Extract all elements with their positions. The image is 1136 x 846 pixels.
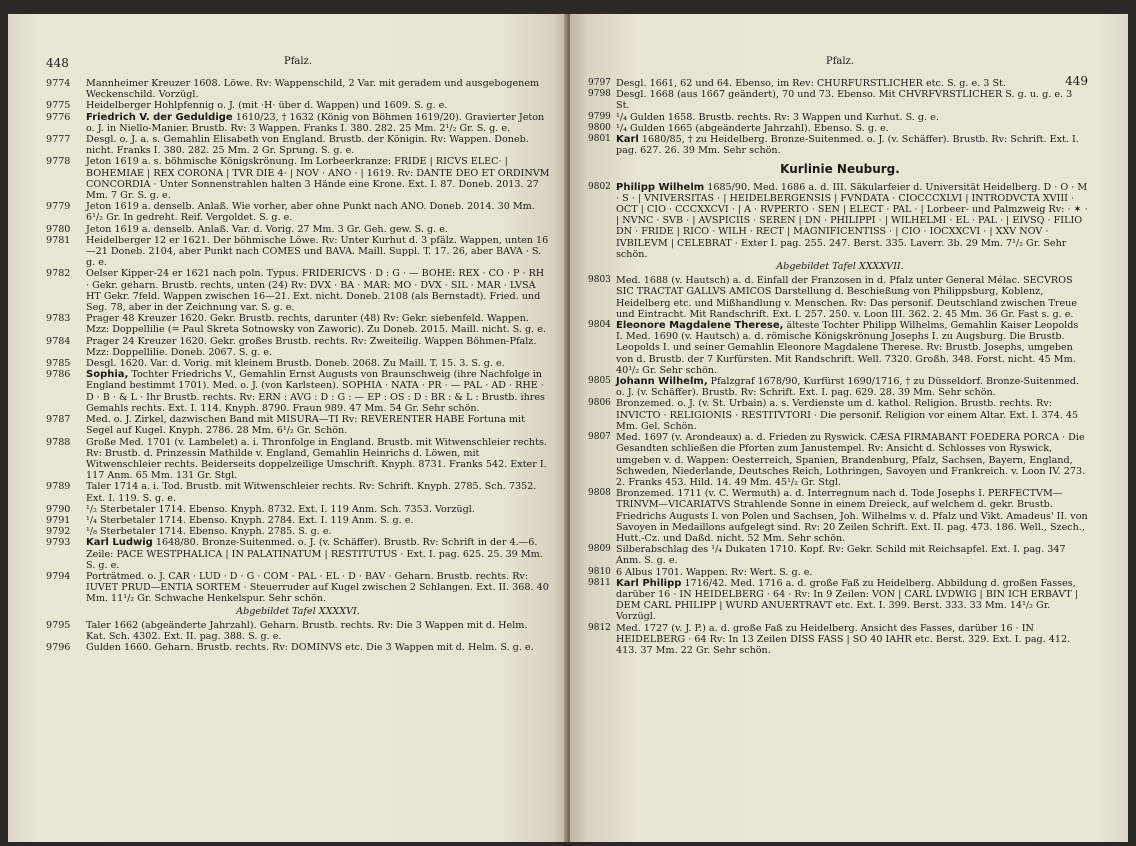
lot-description: 1610/23, † 1632 (König von Böhmen 1619/20). Gravierter Jeton o. J. in Niello-Manier. Brustb. Rv: 3 Wappen. Franks I. 380. 282. 25 Mm. 2¹/₂ Gr. S. g. e. [86, 111, 545, 134]
lot-description: 1680/85, † zu Heidelberg. Bronze-Suitenmed. o. J. (v. Schäffer). Brustb. Rv: Schrift. Ext. I. pag. 627. 26. 39 Mm. Sehr schön. [616, 134, 1079, 157]
catalog-entry [46, 313, 550, 335]
catalog-entry [46, 526, 550, 537]
ruler-name: Karl Philipp [616, 577, 682, 589]
catalog-entry [588, 275, 1088, 320]
catalog-entry [588, 134, 1088, 157]
catalog-entry [588, 376, 1088, 399]
lot-description: ¹/₈ Sterbetaler 1714. Ebenso. Knyph. 2785. S. g. e. [86, 526, 332, 538]
catalog-entry [46, 336, 550, 358]
lot-description: Desgl. 1661, 62 und 64. Ebenso, im Rev: CHURFURSTLICHER etc. S. g. e. 3 St. [616, 78, 1006, 89]
catalog-entry [46, 620, 550, 642]
catalog-entry [46, 515, 550, 526]
lot-description: Pfalzgraf 1678/90, Kurfürst 1690/1716, † zu Düsseldorf. Bronze-Suitenmed. o. J. (v. Schäffer). Brustb. Rv: Schrift. Ext. I. pag. 629. 28. 39 Mm. Sehr schön. [616, 376, 1080, 399]
lot-description: Große Med. 1701 (v. Lambelet) a. i. Thronfolge in England. Brustb. mit Witwenschleier rechts. Rv: Brustb. d. Prinzessin Mathilde v. England, Gemahlin Heinrichs d. Löwen, mit Witwenschleier rechts. Beiderseits doppelzeilige Umschrift. Knyph. 8731. Franks 542. Exter I. 117 Anm. 65 Mm. 131 Gr. Stgl. [86, 436, 547, 482]
lot-description: Mannheimer Kreuzer 1608. Löwe. Rv: Wappenschild, 2 Var. mit geradem und ausgebogenem Weckenschild. Vorzügl. [86, 78, 540, 101]
lot-description: Bronzemed. 1711 (v. C. Wermuth) a. d. Interregnum nach d. Tode Josephs I. PERFECTVM—TRINVM—VICARIATVS Strahlende Sonne in einem Dreieck, auf welchem d. gekr. Brustb. Friedrichs Augusts I. von Polen und Sachsen, Joh. Wilhelms v. d. Pfalz und Vikt. Amadeus' II. von Savoyen in Medaillons aufgelegt sind. Rv: 20 Zeilen Schrift. Ext. II. pag. 473. 186. Well., Szech., Hutt.-Cz. und Daßd. nicht. 52 Mm. Sehr schön. [616, 488, 1088, 544]
catalog-entry [46, 134, 550, 156]
lot-number: 9795 [46, 619, 71, 631]
lot-description: Tochter Friedrichs V., Gemahlin Ernst Augusts von Braunschweig (ihre Nachfolge in England bestimmt 1701). Med. o. J. (von Karlsteen). SOPHIA · NATA · PR · — PAL · AD · RHE · D · B · & L · Ihr Brustb. rechts. Rv: ERN : AVG : D : G : — EP : OS : D : BR : & L : Brustb. ihres Gemahls rechts. Ext. I. 114. Knyph. 8790. Fraun 989. 47 Mm. 54 Gr. Sehr schön. [86, 369, 545, 414]
lot-number: 9801 [588, 134, 611, 145]
right-catalog-entries [588, 78, 1088, 656]
catalog-entry [588, 111, 1088, 123]
lot-number: 9783 [46, 313, 71, 325]
catalog-entry [588, 398, 1088, 432]
ruler-name: Friedrich V. der Geduldige [86, 111, 233, 123]
lot-number: 9796 [46, 642, 71, 654]
lot-description: ¹/₄ Gulden 1658. Brustb. rechts. Rv: 3 Wappen und Kurhut. S. g. e. [616, 111, 939, 123]
lot-number: 9792 [46, 526, 71, 538]
catalog-entry [588, 78, 1088, 89]
catalog-entry [46, 100, 550, 111]
lot-number: 9800 [588, 122, 611, 133]
catalog-entry [46, 369, 550, 414]
lot-description: Jeton 1619 a. denselb. Anlaß. Wie vorher, aber ohne Punkt nach ANO. Doneb. 2014. 30 Mm. 6¹/₂ Gr. In gedreht. Reif. Vergoldet. S. g. e. [86, 201, 535, 224]
ruler-name: Karl Ludwig [86, 537, 153, 549]
catalog-entry [46, 481, 550, 503]
lot-description: älteste Tochter Philipp Wilhelms, Gemahlin Kaiser Leopolds I. Med. 1690 (v. Hautsch) a. d. römische Königskrönung Josephs I. zu Augsburg. Die Brustb. Leopolds I. und seiner Gemahlin Eleonore Magdalene Therese. Rv: Brustb. Josephs, umgeben von d. Brustb. der 7 Kurfürsten. Mit Randschrift. Well. 7320. Großh. 348. Forst. nicht. 45 Mm. 40¹/₂ Gr. Sehr schön. [616, 320, 1079, 376]
lot-number: 9779 [46, 201, 71, 213]
ruler-name: Eleonore Magdalene Therese, [616, 320, 784, 332]
lot-description: ¹/₄ Gulden 1665 (abgeänderte Jahrzahl). Ebenso. S. g. e. [616, 122, 889, 134]
lot-number: 9805 [588, 376, 611, 387]
lot-number: 9775 [46, 100, 71, 112]
catalog-entry [588, 89, 1088, 112]
lot-number: 9808 [588, 488, 611, 499]
catalog-entry [46, 268, 550, 313]
lot-number: 9809 [588, 544, 611, 555]
lot-description: Prager 24 Kreuzer 1620. Gekr. großes Brustb. rechts. Rv: Zweiteilig. Wappen Böhmen-Pfalz. Mzz: Doppellilie. Doneb. 2067. S. g. e. [86, 335, 537, 358]
lot-description: Med. o. J. Zirkel, dazwischen Band mit MISURA—TI Rv: REVERENTER HABE Fortuna mit Segel auf Kugel. Knyph. 2786. 28 Mm. 6¹/₂ Gr. Schön. [86, 414, 525, 437]
left-catalog-entries [46, 78, 550, 653]
lot-description: Jeton 1619 a. s. böhmische Königskrönung. Im Lorbeerkranze: FRIDE | RICVS ELEC· | BOHEMIAE | REX CORONA | TVR DIE 4· | NOV · ANO · | 1619. Rv: DANTE DEO ET ORDINVM CONCORDIA · Unter Sonnenstrahlen halten 3 Hände eine Krone. Ext. I. 87. Doneb. 2013. 27 Mm. 7 Gr. S. g. e. [86, 156, 550, 202]
lot-number: 9802 [588, 181, 611, 192]
book-spread [8, 14, 1128, 842]
section-title: Kurlinie Neuburg. [780, 162, 900, 177]
lot-number: 9782 [46, 268, 71, 280]
lot-number: 9780 [46, 223, 71, 235]
plate-caption: Abgebildet Tafel XXXXVII. [776, 261, 904, 273]
lot-number: 9804 [588, 320, 611, 331]
catalog-entry [588, 577, 1088, 623]
right-page [570, 14, 1128, 842]
catalog-entry [588, 544, 1088, 567]
lot-description: 6 Albus 1701. Wappen. Rv: Wert. S. g. e. [616, 566, 813, 578]
catalog-entry [46, 414, 550, 436]
lot-number: 9790 [46, 503, 71, 515]
lot-description: Desgl. 1668 (aus 1667 geändert), 70 und 73. Ebenso. Mit CHVRFVRSTLICHER S. g. u. g. e. 3 St. [616, 89, 1073, 112]
catalog-entry [46, 437, 550, 482]
lot-description: Jeton 1619 a. denselb. Anlaß. Var. d. Vorig. 27 Mm. 3 Gr. Geh. gew. S. g. e. [86, 223, 448, 235]
lot-description: Taler 1714 a. i. Tod. Brustb. mit Witwenschleier rechts. Rv: Schrift. Knyph. 2785. Sch. 7352. Ext. I. 119. S. g. e. [86, 481, 537, 504]
catalog-entry [46, 78, 550, 100]
lot-description: 1716/42. Med. 1716 a. d. große Faß zu Heidelberg. Abbildung d. großen Fasses, darüber 16 · IN HEIDELBERG · 64 · Rv: In 9 Zeilen: VON | CARL LVDWIG | BIN ICH ERBAVT | DEM CARL PHILIPP | WURD ANUERTRAVT etc. Ext. I. 399. Berst. 333. 33 Mm. 14¹/₂ Gr. Vorzügl. [616, 577, 1078, 623]
catalog-entry [46, 537, 550, 571]
lot-description: Heidelberger 12 er 1621. Der böhmische Löwe. Rv: Unter Kurhut d. 3 pfälz. Wappen, unten 16—21 Doneb. 2104, aber Punkt nach COMES und BAVA. Maill. Suppl. T. 17. 26, aber BAVA · S. g. e. [86, 234, 549, 269]
ruler-name: Karl [616, 134, 639, 146]
catalog-entry [588, 622, 1088, 657]
left-running-head: Pfalz. [283, 56, 313, 67]
ruler-name: Johann Wilhelm, [616, 376, 708, 388]
lot-description: Gulden 1660. Geharn. Brustb. rechts. Rv: DOMINVS etc. Die 3 Wappen mit d. Helm. S. g. e. [86, 642, 534, 654]
lot-number: 9781 [46, 234, 71, 246]
catalog-entry [46, 235, 550, 269]
catalog-entry [46, 156, 550, 201]
ruler-name: Philipp Wilhelm [616, 181, 705, 193]
lot-description: Porträtmed. o. J. CAR · LUD · D · G · COM · PAL · EL · D · BAV · Geharn. Brustb. rechts. Rv: IUVET PRUD—ENTIA SORTEM · Steuerruder auf Kugel zwischen 2 Schlangen. Ext. II. 368. 40 Mm. 11¹/₂ Gr. Schwache Henkelspur. Sehr schön. [86, 570, 549, 605]
lot-description: Desgl. 1620. Var. d. Vorig. mit kleinem Brustb. Doneb. 2068. Zu Maill. T. 15. 3. S. g. e. [86, 358, 505, 370]
catalog-entry [46, 201, 550, 223]
catalog-entry [588, 181, 1088, 260]
lot-number: 9803 [588, 275, 611, 286]
catalog-entry [46, 224, 550, 235]
catalog-entry [46, 504, 550, 515]
lot-number: 9798 [588, 89, 611, 100]
lot-number: 9778 [46, 156, 71, 168]
lot-description: 1648/80. Bronze-Suitenmed. o. J. (v. Schäffer). Brustb. Rv: Schrift in der 4.—6. Zeile: PACE WESTPHALICA | IN PALATINATUM | RESTITUTUS · Ext. I. pag. 625. 25. 39 Mm. S. g. e. [86, 537, 543, 571]
lot-description: Prager 48 Kreuzer 1620. Gekr. Brustb. rechts, darunter (48) Rv: Gekr. siebenfeld. Wappen. Mzz: Doppellilie (= Paul Skreta Sotnowsky von Zaworic). Zu Doneb. 2015. Maill. nicht. S. g. e. [86, 313, 546, 336]
lot-number: 9785 [46, 358, 71, 370]
lot-description: Silberabschlag des ¹/₄ Dukaten 1710. Kopf. Rv: Gekr. Schild mit Reichsapfel. Ext. I. pag. 347 Anm. S. g. e. [616, 544, 1066, 567]
lot-number: 9777 [46, 134, 71, 146]
left-page-header [46, 56, 550, 78]
lot-number: 9789 [46, 481, 71, 493]
ruler-name: Sophia, [86, 369, 129, 381]
lot-description: Med. 1688 (v. Hautsch) a. d. Einfall der Franzosen in d. Pfalz unter General Mélac. SECVROS SIC TRACTAT GALLVS AMICOS Darstellung d. Beschießung von Philippsburg, Koblenz, Heidelberg etc. und Mißhandlung v. Menschen. Rv: Das personif. Deutschland zwischen Treue und Eintracht. Mit Randschrift. Ext. I. 257. 250. v. Loon III. 362. 2. 45 Mm. 36 Gr. Fast s. g. e. [616, 275, 1078, 320]
lot-number: 9806 [588, 398, 611, 409]
lot-number: 9810 [588, 566, 611, 577]
catalog-entry [46, 358, 550, 369]
lot-description: Med. 1697 (v. Arondeaux) a. d. Frieden zu Ryswick. CÆSA FIRMABANT FOEDERA PORCA · Die Gesandten schließen die Pforten zum Janustempel. Rv: Ansicht d. Schlosses von Ryswick, umgeben v. d. Wappen: Oesterreich, Spanien, Brandenburg, Pfalz, Sachsen, Bayern, England, Schweden, Niederlande, Deutsches Reich, Lothringen, Savoyen und Frankreich. v. Loon IV. 273. 2. Franks 453. Hild. 14. 49 Mm. 45¹/₂ Gr. Stgl. [616, 432, 1086, 488]
catalog-entry [588, 488, 1088, 544]
lot-description: ¹/₄ Sterbetaler 1714. Ebenso. Knyph. 2784. Ext. I. 119 Anm. S. g. e. [86, 514, 414, 526]
lot-description: Desgl. o. J. a. s. Gemahlin Elisabeth von England. Brustb. der Königin. Rv: Wappen. Doneb. nicht. Franks I. 380. 282. 25 Mm. 2 Gr. Sprung. S. g. e. [86, 134, 529, 157]
catalog-entry [588, 122, 1088, 134]
lot-description: Oelser Kipper-24 er 1621 nach poln. Typus. FRIDERICVS · D : G · — BOHE: REX · CO · P · RH · Gekr. geharn. Brustb. rechts, unten (24) Rv: DVX · BA · MAR: MO · DVX · SIL · MAR · LVSA HT Gekr. 7feld. Wappen zwischen 16—21. Ext. nicht. Doneb. 2108 (als Bernstadt). Fried. und Seg. 78, aber in der Zeichnung var. S. g. e. [86, 268, 545, 314]
lot-number: 9793 [46, 537, 71, 549]
plate-caption: Abgebildet Tafel XXXXVI. [236, 605, 360, 617]
lot-number: 9784 [46, 335, 71, 347]
lot-number: 9787 [46, 414, 71, 426]
left-page-number: 448 [46, 56, 69, 70]
catalog-entry [588, 432, 1088, 488]
catalog-entry [588, 566, 1088, 578]
right-page-number: 449 [1065, 74, 1088, 88]
catalog-entry [588, 320, 1088, 376]
lot-number: 9774 [46, 78, 71, 89]
lot-number: 9811 [588, 577, 611, 588]
lot-number: 9799 [588, 111, 611, 122]
lot-description: Med. 1727 (v. J. P.) a. d. große Faß zu Heidelberg. Ansicht des Fasses, darüber 16 · IN HEIDELBERG · 64 Rv: In 13 Zeilen DISS FASS | SO 40 IAHR etc. Berst. 329. Ext. I. pag. 412. 413. 37 Mm. 22 Gr. Sehr schön. [616, 622, 1071, 656]
right-running-head: Pfalz. [825, 56, 855, 67]
lot-number: 9788 [46, 436, 71, 448]
lot-number: 9786 [46, 369, 71, 381]
catalog-entry [46, 571, 550, 605]
left-page [8, 14, 568, 842]
lot-description: Taler 1662 (abgeänderte Jahrzahl). Geharn. Brustb. rechts. Rv: Die 3 Wappen mit d. Helm. Kat. Sch. 4302. Ext. II. pag. 388. S. g. e. [86, 619, 528, 642]
lot-number: 9797 [588, 78, 611, 88]
lot-description: ¹/₂ Sterbetaler 1714. Ebenso. Knyph. 8732. Ext. I. 119 Anm. Sch. 7353. Vorzügl. [86, 503, 475, 515]
catalog-entry [46, 112, 550, 134]
lot-number: 9791 [46, 514, 71, 526]
catalog-entry [46, 642, 550, 653]
lot-number: 9776 [46, 111, 71, 123]
lot-number: 9812 [588, 622, 611, 633]
lot-number: 9807 [588, 432, 611, 443]
lot-description: Bronzemed. o. J. (v. St. Urbain) a. s. Verdienste um d. kathol. Religion. Brustb. rechts. Rv: INVICTO · RELIGIONIS · RESTITVTORI · Die personif. Religion vor einem Altar. Ext. I. 374. 45 Mm. Gel. Schön. [616, 398, 1079, 432]
lot-description: Heidelberger Hohlpfennig o. J. (mit ·H· über d. Wappen) und 1609. S. g. e. [86, 100, 448, 112]
lot-description: 1685/90. Med. 1686 a. d. III. Säkularfeier d. Universität Heidelberg. D · O · M · S · | VNIVERSITAS · | HEIDELBERGENSIS | FVNDATA · CIOCCCXLVI | INTRODVCTA XVIII · OCT | CIO · CCCXXCVI · | A · RVPERTO · SEN | ELECT · PAL · | Lorbeer- und Palmzweig Rv: · ✶ · | NVNC · SVB · | AVSPICIIS · SEREN | DN · PHILIPPI · | WILHELMI · EL · PAL · | EIVSQ · FILIO DN · FRIDE | RICO · WILH · RECT | MAGNIFICENTISS · | CIO · IOCXXCVI · | XXV NOV · IVBILEVM | CELEBRAT · Exter I. pag. 255. 247. Berst. 335. Laverr. 3b. 29 Mm. 7¹/₂ Gr. Sehr schön. [616, 181, 1088, 260]
lot-number: 9794 [46, 570, 71, 582]
